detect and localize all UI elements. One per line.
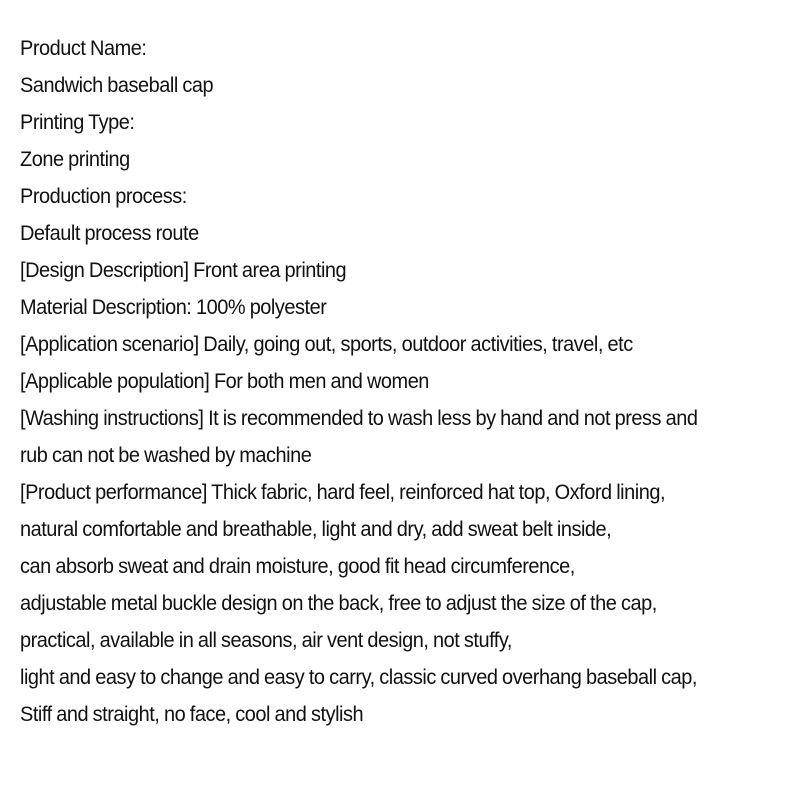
- applicable-population: [Applicable population] For both men and women: [20, 370, 429, 393]
- printing-type-label: Printing Type:: [20, 111, 135, 134]
- production-process-label: Production process:: [20, 185, 187, 208]
- product-performance-line-3: can absorb sweat and drain moisture, good fit head circumference,: [20, 555, 575, 578]
- product-name-label: Product Name:: [20, 37, 147, 60]
- material-description: Material Description: 100% polyester: [20, 296, 327, 319]
- application-scenario: [Application scenario] Daily, going out, sports, outdoor activities, travel, etc: [20, 333, 633, 356]
- production-process-value: Default process route: [20, 222, 199, 245]
- product-performance-line-6: light and easy to change and easy to carry, classic curved overhang baseball cap,: [20, 666, 697, 689]
- product-performance-line-5: practical, available in all seasons, air vent design, not stuffy,: [20, 629, 512, 652]
- product-performance-line-4: adjustable metal buckle design on the back, free to adjust the size of the cap,: [20, 592, 657, 615]
- washing-instructions-line-2: rub can not be washed by machine: [20, 444, 312, 467]
- printing-type-value: Zone printing: [20, 148, 130, 171]
- washing-instructions-line-1: [Washing instructions] It is recommended to wash less by hand and not press and: [20, 407, 698, 430]
- product-performance-line-2: natural comfortable and breathable, light and dry, add sweat belt inside,: [20, 518, 612, 541]
- product-performance-line-7: Stiff and straight, no face, cool and stylish: [20, 703, 364, 726]
- design-description: [Design Description] Front area printing: [20, 259, 347, 282]
- product-performance-line-1: [Product performance] Thick fabric, hard feel, reinforced hat top, Oxford lining,: [20, 481, 666, 504]
- product-name-value: Sandwich baseball cap: [20, 74, 214, 97]
- product-description: [20, 30, 752, 733]
